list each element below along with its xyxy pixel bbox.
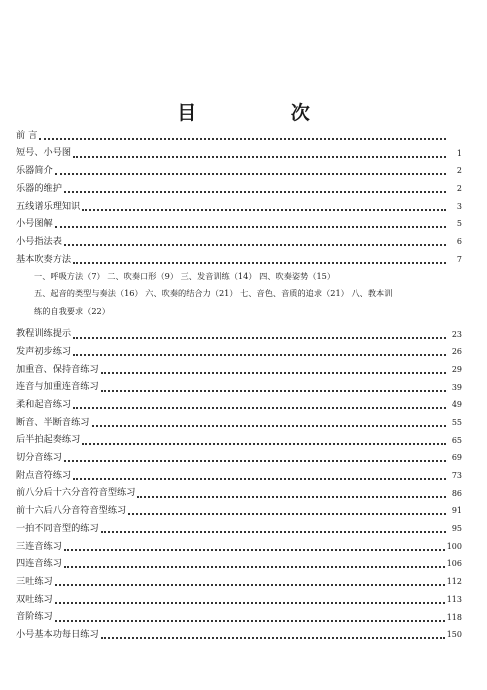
toc-entry-page: 1 — [456, 148, 462, 158]
toc-leader-dots — [82, 440, 446, 445]
toc-entry — [16, 329, 462, 339]
toc-subsections — [16, 272, 462, 317]
toc-subsection-line: 一、呼吸方法（7） 二、吹奏口形（9） 三、发音训练（14） 四、吹奏姿势（15） — [34, 270, 336, 281]
toc-entry-label: 小号基本功每日练习 — [16, 628, 99, 640]
toc-entry — [16, 629, 462, 639]
toc-leader-dots — [73, 351, 446, 356]
toc-entry-page: 23 — [451, 329, 462, 339]
toc-entry — [16, 148, 462, 158]
toc-entry-label: 教程训练提示 — [16, 328, 72, 340]
toc-leader-dots — [64, 546, 445, 551]
toc-entry-page: 2 — [456, 166, 462, 176]
toc-entry — [16, 201, 462, 211]
toc-leader-dots — [55, 170, 446, 175]
toc-entry — [16, 165, 462, 175]
toc-entry-page: 6 — [456, 237, 462, 247]
toc-entry-label: 三连音练习 — [16, 540, 62, 552]
toc-leader-dots — [73, 153, 446, 158]
toc-leader-dots — [73, 404, 446, 409]
toc-entry-page: 91 — [451, 506, 462, 516]
toc-entry-page: 29 — [451, 364, 462, 374]
toc-entry — [16, 254, 462, 264]
toc-bottom-list — [16, 329, 462, 640]
toc-leader-dots — [101, 634, 445, 639]
toc-entry-label: 后半拍起奏练习 — [16, 434, 81, 446]
toc-leader-dots — [64, 188, 446, 193]
toc-entry-page: 3 — [456, 201, 462, 211]
toc-entry-label: 连音与加重连音练习 — [16, 381, 99, 393]
toc-entry-page: 118 — [446, 612, 462, 622]
toc-subsection-line: 五、起音的类型与奏法（16） 六、吹奏的结合力（21） 七、音色、音质的追求（21） 八、教本训 — [34, 288, 393, 298]
toc-entry-label: 乐器简介 — [16, 165, 53, 177]
toc-entry-label: 切分音练习 — [16, 452, 62, 464]
table-of-contents — [16, 130, 462, 647]
toc-entry — [16, 576, 462, 586]
toc-entry — [16, 505, 462, 515]
toc-subsection-line: 练的自我要求（22） — [34, 305, 110, 316]
toc-entry-label: 基本吹奏方法 — [16, 253, 72, 265]
toc-entry — [16, 218, 462, 228]
toc-entry — [16, 236, 462, 246]
toc-entry-page: 73 — [451, 471, 462, 480]
toc-leader-dots — [64, 241, 446, 246]
toc-entry-label: 断音、半断音练习 — [16, 416, 90, 428]
toc-entry-page: 69 — [451, 453, 462, 463]
toc-leader-dots — [137, 493, 446, 498]
toc-entry-page: 106 — [446, 559, 462, 569]
toc-leader-dots — [101, 387, 446, 392]
toc-entry-page: 150 — [446, 630, 462, 640]
toc-entry-label: 短号、小号图 — [16, 147, 72, 159]
toc-entry-label: 双吐练习 — [16, 593, 53, 605]
toc-entry-label: 前八分后十六分音符音型练习 — [16, 487, 136, 499]
toc-entry — [16, 382, 462, 392]
toc-entry-page: 112 — [446, 577, 462, 587]
toc-entry-page: 86 — [451, 488, 462, 498]
toc-leader-dots — [73, 259, 446, 264]
toc-leader-dots — [55, 617, 445, 622]
toc-entry-label: 附点音符练习 — [16, 469, 72, 481]
toc-entry-label: 音阶练习 — [16, 611, 53, 623]
toc-entry — [16, 523, 462, 533]
toc-entry-page: 5 — [456, 219, 462, 229]
toc-entry — [16, 541, 462, 551]
toc-entry — [16, 594, 462, 604]
toc-leader-dots — [39, 135, 446, 140]
toc-entry-page: 26 — [451, 347, 462, 357]
toc-leader-dots — [82, 206, 446, 211]
toc-entry — [16, 470, 462, 480]
toc-leader-dots — [64, 457, 446, 462]
toc-entry-label: 一拍不同音型的练习 — [16, 522, 99, 534]
toc-entry-page: 2 — [456, 184, 462, 194]
toc-entry-label: 小号指法表 — [16, 235, 62, 247]
toc-entry — [16, 399, 462, 409]
toc-entry-label: 五线谱乐理知识 — [16, 200, 81, 212]
toc-leader-dots — [73, 475, 446, 480]
toc-entry — [16, 364, 462, 374]
toc-leader-dots — [101, 369, 446, 374]
toc-leader-dots — [73, 334, 446, 339]
toc-entry-page: 100 — [446, 541, 462, 551]
toc-entry — [16, 435, 462, 445]
toc-entry-label: 四连音练习 — [16, 558, 62, 570]
toc-entry-label: 发声初步练习 — [16, 345, 72, 357]
toc-leader-dots — [55, 223, 446, 228]
toc-entry — [16, 488, 462, 498]
toc-entry-page: 65 — [451, 435, 462, 445]
toc-entry-page: 113 — [446, 594, 462, 604]
toc-entry — [16, 417, 462, 427]
toc-entry — [16, 346, 462, 356]
toc-entry — [16, 130, 462, 140]
toc-entry-page: 55 — [451, 417, 462, 427]
toc-leader-dots — [64, 563, 445, 568]
toc-entry-label: 乐器的维护 — [16, 182, 62, 194]
page-title: 目 次 — [177, 102, 354, 124]
toc-top-list — [16, 130, 462, 264]
toc-entry — [16, 558, 462, 568]
toc-leader-dots — [55, 599, 445, 604]
toc-entry — [16, 183, 462, 193]
toc-leader-dots — [128, 510, 446, 515]
toc-entry-label: 加重音、保持音练习 — [16, 363, 99, 375]
toc-entry-page: 95 — [451, 524, 462, 534]
toc-entry-label: 小号图解 — [16, 218, 53, 230]
toc-entry-label: 柔和起音练习 — [16, 399, 72, 411]
toc-entry — [16, 452, 462, 462]
toc-leader-dots — [55, 581, 445, 586]
toc-entry-label: 前十六后八分音符音型练习 — [16, 505, 127, 517]
toc-entry-page: 49 — [451, 400, 462, 410]
toc-entry — [16, 612, 462, 622]
toc-leader-dots — [92, 422, 447, 427]
toc-leader-dots — [101, 528, 446, 533]
toc-entry-label: 三吐练习 — [16, 575, 53, 587]
toc-entry-page: 39 — [451, 382, 462, 392]
toc-entry-label: 前 言 — [16, 129, 38, 141]
toc-entry-page: 7 — [456, 254, 462, 264]
